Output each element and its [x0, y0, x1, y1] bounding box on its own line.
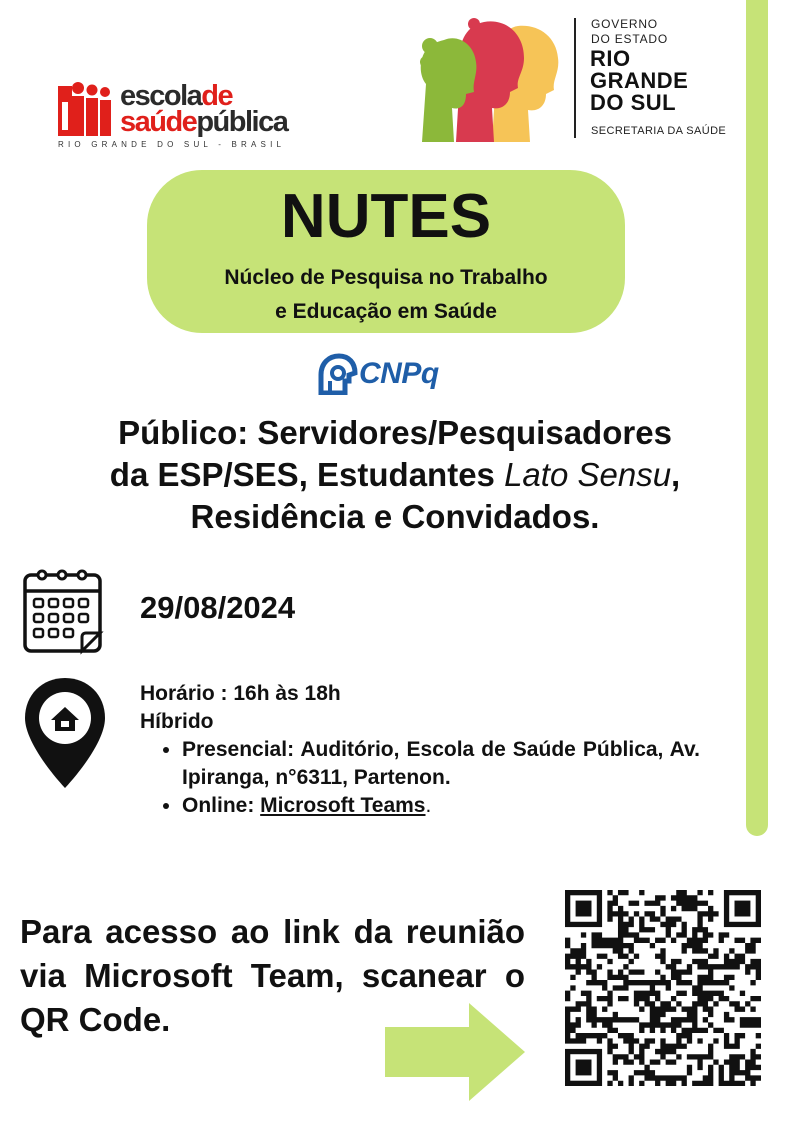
esp-people-mark-icon	[58, 80, 120, 136]
calendar-icon	[22, 565, 104, 655]
audience-text: Público: Servidores/Pesquisadores da ESP/SES, Estudantes Lato Sensu, Residência e Convidados.	[109, 414, 681, 535]
esp-logo-line2: saúdepública	[120, 106, 288, 138]
arrow-right-icon	[385, 1003, 527, 1101]
event-mode: Híbrido	[140, 710, 214, 733]
microsoft-teams-link[interactable]: Microsoft Teams	[260, 794, 426, 817]
rs-logo-governo: GOVERNO DO ESTADO	[591, 17, 668, 46]
location-pin-icon	[22, 676, 108, 790]
nutes-title: NUTES	[280, 182, 492, 251]
access-instructions: Para acesso ao link da reunião via Microsoft Team, scanear o QR Code.	[20, 913, 525, 1038]
nutes-subtitle: Núcleo de Pesquisa no Trabalho e Educação em Saúde	[224, 266, 548, 323]
rs-logo-divider	[574, 18, 576, 138]
rs-logo-state-name: RIO GRANDE DO SUL	[590, 46, 689, 115]
rs-logo-secretaria: SECRETARIA DA SAÚDE	[591, 125, 727, 137]
event-time: Horário : 16h às 18h	[140, 682, 341, 705]
esp-logo-line1: escolade	[120, 80, 233, 112]
rs-government-profiles-logo-icon	[418, 14, 566, 142]
list-item-presencial: • Presencial: Auditório, Escola de Saúde Pública, Av. Ipiranga, n°6311, Partenon.	[182, 736, 700, 792]
event-info	[140, 680, 700, 820]
list-item-online: • Online: Microsoft Teams.	[182, 792, 700, 820]
cnpq-label: CNPq	[359, 357, 439, 390]
cnpq-icon	[315, 353, 359, 395]
nutes-banner	[147, 170, 625, 333]
qr-code[interactable]	[565, 890, 761, 1091]
esp-logo-subtitle: RIO GRANDE DO SUL - BRASIL	[58, 140, 286, 149]
escola-saude-publica-logo	[58, 80, 308, 152]
event-locations-list	[140, 736, 700, 820]
event-date: 29/08/2024	[140, 590, 296, 625]
